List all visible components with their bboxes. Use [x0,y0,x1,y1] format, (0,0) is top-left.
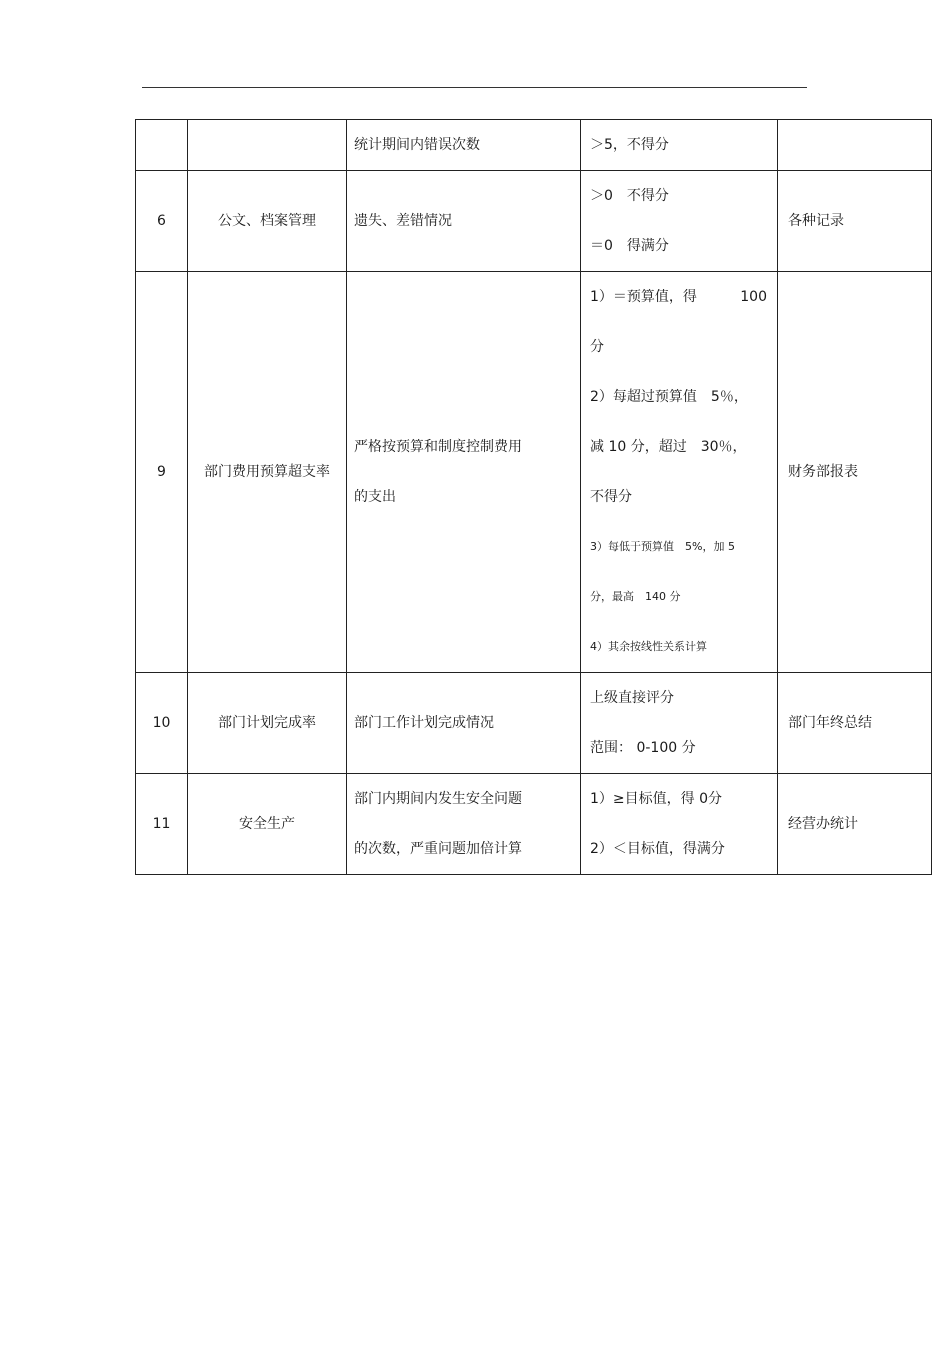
row-item: 部门计划完成率 [188,673,347,774]
table-row [136,673,932,774]
header-rule [142,87,807,88]
row-criteria: 1）＝预算值，得 100 分 2）每超过预算值 5％， 减 10 分，超过 30％， 不得分 3）每低于预算值 5%，加 5 分，最高 140 分 4）其余按线性关系计算 [581,272,778,673]
kpi-table [135,119,932,875]
row-source: 部门年终总结 [778,673,932,774]
row-number: 6 [136,171,188,272]
row-content: 部门内期间内发生安全问题 的次数，严重问题加倍计算 [347,774,581,875]
row-item: 公文、档案管理 [188,171,347,272]
table-row [136,272,932,673]
row-source: 财务部报表 [778,272,932,673]
row-criteria: 上级直接评分 范围： 0-100 分 [581,673,778,774]
row-number: 9 [136,272,188,673]
row-criteria: ＞0 不得分 ＝0 得满分 [581,171,778,272]
row-criteria: 1）≥目标值，得 0分 2）＜目标值，得满分 [581,774,778,875]
table-row [136,171,932,272]
row-content: 统计期间内错误次数 [347,120,581,171]
row-number: 11 [136,774,188,875]
row-content: 严格按预算和制度控制费用 的支出 [347,272,581,673]
row-criteria: ＞5，不得分 [581,120,778,171]
row-number: 10 [136,673,188,774]
table-row [136,774,932,875]
row-item [188,120,347,171]
row-item: 安全生产 [188,774,347,875]
row-number [136,120,188,171]
table-row [136,120,932,171]
row-source: 经营办统计 [778,774,932,875]
row-content: 部门工作计划完成情况 [347,673,581,774]
row-source: 各种记录 [778,171,932,272]
row-content: 遗失、差错情况 [347,171,581,272]
row-item: 部门费用预算超支率 [188,272,347,673]
row-source [778,120,932,171]
